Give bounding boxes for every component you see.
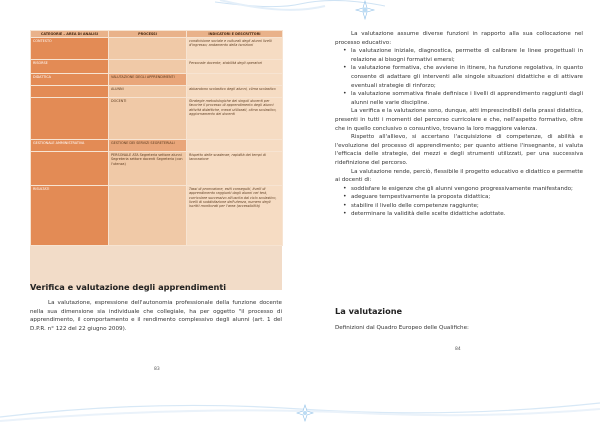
table-header-cell: INDICATORI E DESCRITTORI xyxy=(187,31,283,38)
table-cell-area: CONTESTO xyxy=(31,38,109,60)
table-cell-process xyxy=(109,60,187,74)
table-row xyxy=(31,98,283,140)
table-cell-indicators: Personale docente, stabilità degli operatori xyxy=(187,60,283,74)
evaluation-table-image xyxy=(30,30,282,290)
decorative-swoosh-bottom xyxy=(0,395,600,424)
table-cell-area: GESTIONALE AMMINISTRATIVA xyxy=(31,140,109,152)
decorative-star-top xyxy=(215,0,385,28)
table-cell-process: GESTIONE DEI SERVIZI SEGRETERIALI xyxy=(109,140,187,152)
table-row xyxy=(31,74,283,86)
table-cell-area xyxy=(31,98,109,140)
paragraph-valutazione: La valutazione, espressione dell'autonomia professionale della funzione docente nella sua dimensione sia individuale che collegiale, ha per oggetto "il processo di apprendimento, il comportamento e il rendimento complessivo degli alunni (art. 1 del D.P.R. n° 122 del 22 giugno 2009). xyxy=(30,300,282,332)
paragraph-verifica: La verifica e la valutazione sono, dunque, atti imprescindibili della prassi didattica, presenti in tutti i momenti del percorso curricolare e che, nell'aspetto formativo, oltre che in quello conclusivo o consuntivo, trovano la loro maggiore valenza. xyxy=(335,108,583,132)
table-row xyxy=(31,60,283,74)
goals-list xyxy=(335,185,583,219)
table-cell-indicators: Tassi di promozione, esiti conseguiti, livelli di apprendimento raggiunti dagli alunni nei test, curricolare successivo all'uscita dal ciclo scolastico, livelli di soddisfazione dell'utenza, numero degli iscritti monitorati per l'area (accessibilità) xyxy=(187,186,283,246)
table-row xyxy=(31,140,283,152)
paragraph-rispetto: Rispetto all'allievo, si accertano l'acquisizione di competenze, di abilità e l'evoluzione del processo di apprendimento; per quanto attiene l'insegnante, si valuta l'efficacia delle strategie, dei mezzi e degli strumenti utilizzati, per una successiva ridefinizione del percorso. xyxy=(335,134,583,166)
table-header-row xyxy=(31,31,283,38)
table-header-cell: CATEGORIE – AREA DI ANALISI xyxy=(31,31,109,38)
list-item: • la valutazione formativa, che avviene in itinere, ha funzione regolativa, in quanto consente di adattare gli interventi alle singole situazioni didattiche e di attivare eventuali strategie di rinforzo; xyxy=(343,64,583,90)
table-cell-area: RISULTATI xyxy=(31,186,109,246)
list-item: • stabilire il livello delle competenze raggiunte; xyxy=(343,202,583,211)
paragraph-intro: La valutazione assume diverse funzioni in rapporto alla sua collocazione nel processo educativo: xyxy=(335,31,583,46)
table-cell-indicators: condivisione sociale e culturali degli alunni livelli d'ingresso; andamento della iscrizioni xyxy=(187,38,283,60)
right-page xyxy=(335,30,583,375)
list-item: • determinare la validità delle scelte didattiche adottate. xyxy=(343,210,583,219)
list-item: • soddisfare le esigenze che gli alunni vengono progressivamente manifestando; xyxy=(343,185,583,194)
table-row xyxy=(31,38,283,60)
table-cell-indicators xyxy=(187,74,283,86)
table-cell-area xyxy=(31,86,109,98)
section-heading-verifica: Verifica e valutazione degli apprendimenti xyxy=(30,282,227,292)
functions-list xyxy=(335,47,583,107)
table-cell-process: ALUNNI xyxy=(109,86,187,98)
paragraph-definizioni: Definizioni dal Quadro Europeo delle Qualifiche: xyxy=(335,325,469,331)
table-cell-process: DOCENTI xyxy=(109,98,187,140)
list-item: • adeguare tempestivamente la proposta didattica; xyxy=(343,193,583,202)
list-item: • la valutazione sommativa finale definisce i livelli di apprendimento raggiunti dagli alunni nelle varie discipline. xyxy=(343,90,583,107)
table-header-cell: PROCESSI xyxy=(109,31,187,38)
paragraph-flessibile: La valutazione rende, perciò, flessibile il progetto educativo e didattico e permette ai docenti di: xyxy=(335,168,583,184)
table-cell-indicators: abbandono scolastico degli alunni, clima scolastico xyxy=(187,86,283,98)
table-cell-indicators: Strategie metodologiche dei singoli docenti per favorire il processo di apprendimento degli alunni attività didattiche, mezzi utilizzati, clima scolastico, aggiornamento dei docenti xyxy=(187,98,283,140)
table-cell-process xyxy=(109,38,187,60)
table-cell-area: DIDATTICA xyxy=(31,74,109,86)
table-row xyxy=(31,186,283,246)
table-row xyxy=(31,152,283,186)
left-page xyxy=(30,30,282,375)
table-cell-area: RISORSE xyxy=(31,60,109,74)
table-cell-process xyxy=(109,186,187,246)
list-item: • la valutazione iniziale, diagnostica, permette di calibrare le linee progettuali in relazione ai bisogni formativi emersi; xyxy=(343,47,583,64)
section-heading-la-valutazione: La valutazione xyxy=(335,306,403,316)
table-cell-indicators xyxy=(187,140,283,152)
table-cell-process: VALUTAZIONE DEGLI APPRENDIMENTI xyxy=(109,74,187,86)
table-cell-area xyxy=(31,152,109,186)
page-number-right: 84 xyxy=(455,347,461,352)
table-row xyxy=(31,86,283,98)
page-number-left: 83 xyxy=(154,367,160,372)
table-cell-process: PERSONALE ATA Segreteria settore alunni Segreteria settore docenti Segreteria (con l'utenza) xyxy=(109,152,187,186)
evaluation-table xyxy=(30,30,283,246)
table-cell-indicators: Rispetto delle scadenze, rapidità dei tempi di lavorazione xyxy=(187,152,283,186)
